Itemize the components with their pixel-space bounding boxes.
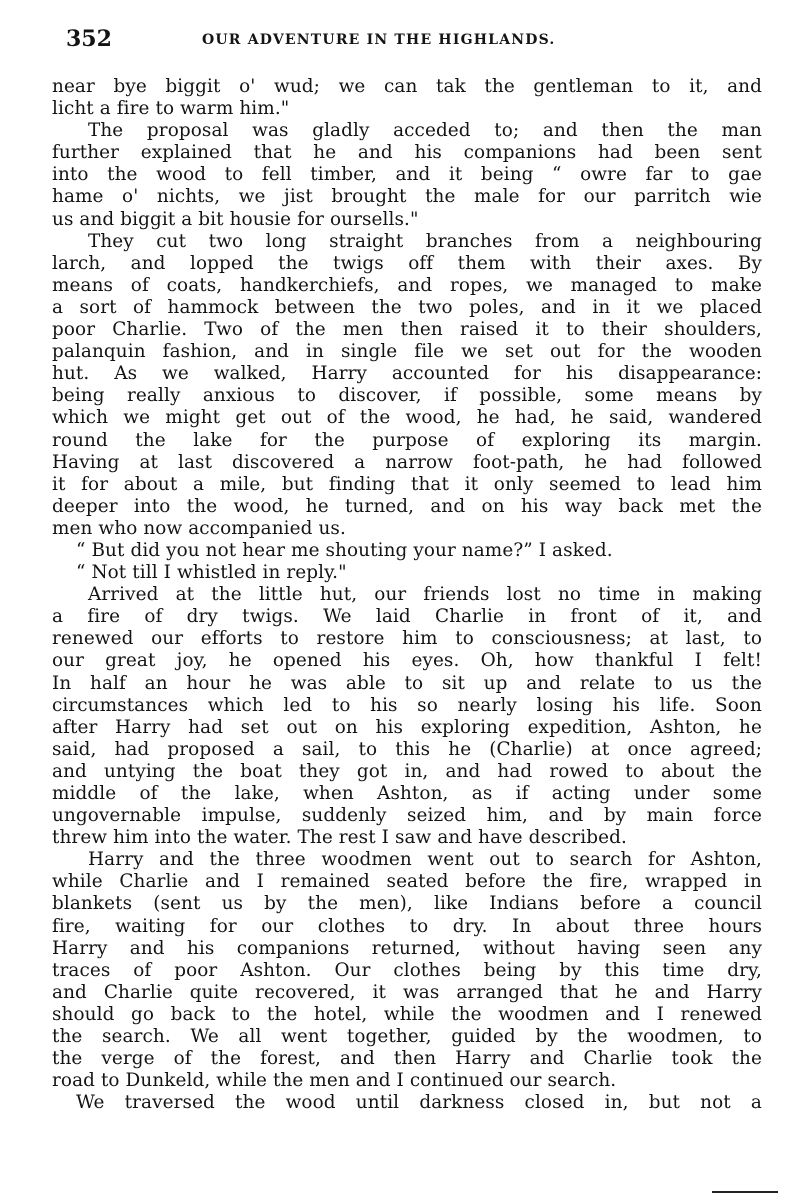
- text-line: “ Not till I whistled in reply.": [76, 562, 347, 584]
- text-line: the search. We all went together, guided by the woodmen, to: [52, 1026, 762, 1048]
- text-line: means of coats, handkerchiefs, and ropes, we managed to make: [52, 274, 762, 296]
- text-line: a fire of dry twigs. We laid Charlie in front of it, and: [52, 606, 762, 628]
- text-line: They cut two long straight branches from a neighbouring: [88, 230, 762, 252]
- text-line: Harry and the three woodmen went out to search for Ashton,: [88, 849, 762, 871]
- text-line: and Charlie quite recovered, it was arranged that he and Harry: [52, 981, 762, 1003]
- text-line: ungovernable impulse, suddenly seized him, and by main force: [52, 805, 762, 827]
- text-line: threw him into the water. The rest I saw and have described.: [52, 827, 627, 849]
- page-header: [52, 26, 762, 60]
- text-line: our great joy, he opened his eyes. Oh, how thankful I felt!: [52, 650, 762, 672]
- text-line: should go back to the hotel, while the woodmen and I renewed: [52, 1003, 762, 1025]
- text-line: it for about a mile, but finding that it only seemed to lead him: [52, 473, 762, 495]
- text-line: blankets (sent us by the men), like Indians before a council: [52, 893, 762, 915]
- text-line: renewed our efforts to restore him to consciousness; at last, to: [52, 628, 762, 650]
- text-line: traces of poor Ashton. Our clothes being by this time dry,: [52, 959, 762, 981]
- page-number: 352: [66, 26, 112, 52]
- text-line: hut. As we walked, Harry accounted for his disappearance:: [52, 363, 762, 385]
- text-line: the verge of the forest, and then Harry and Charlie took the: [52, 1048, 762, 1070]
- text-line: licht a fire to warm him.": [52, 98, 290, 120]
- text-line: Arrived at the little hut, our friends lost no time in making: [88, 584, 762, 606]
- text-line: further explained that he and his companions had been sent: [52, 142, 762, 164]
- text-line: palanquin fashion, and in single file we set out for the wooden: [52, 341, 762, 363]
- text-line: deeper into the wood, he turned, and on his way back met the: [52, 495, 762, 517]
- text-line: men who now accompanied us.: [52, 517, 346, 539]
- text-line: circumstances which led to his so nearly losing his life. Soon: [52, 694, 762, 716]
- text-line: near bye biggit o' wud; we can tak the gentleman to it, and: [52, 76, 762, 97]
- text-line: The proposal was gladly acceded to; and then the man: [88, 120, 762, 142]
- text-line: which we might get out of the wood, he had, he said, wandered: [52, 407, 762, 429]
- text-line: Having at last discovered a narrow foot-path, he had followed: [52, 451, 762, 473]
- text-line: while Charlie and I remained seated before the fire, wrapped in: [52, 871, 762, 893]
- running-title: OUR ADVENTURE IN THE HIGHLANDS.: [202, 32, 556, 48]
- text-line: In half an hour he was able to sit up and relate to us the: [52, 672, 762, 694]
- text-line: round the lake for the purpose of exploring its margin.: [52, 429, 762, 451]
- page-edge-rule: [712, 1191, 778, 1193]
- book-page: [52, 26, 762, 1114]
- text-line: fire, waiting for our clothes to dry. In about three hours: [52, 915, 762, 937]
- text-line: road to Dunkeld, while the men and I continued our search.: [52, 1070, 617, 1092]
- text-line: Harry and his companions returned, without having seen any: [52, 937, 762, 959]
- text-line: said, had proposed a sail, to this he (Charlie) at once agreed;: [52, 738, 762, 760]
- text-line: hame o' nichts, we jist brought the male for our parritch wie: [52, 186, 762, 208]
- body-text: [52, 76, 762, 1114]
- text-line: being really anxious to discover, if possible, some means by: [52, 385, 762, 407]
- text-line: us and biggit a bit housie for oursells.": [52, 208, 419, 230]
- text-line: poor Charlie. Two of the men then raised it to their shoulders,: [52, 319, 762, 341]
- text-line: into the wood to fell timber, and it being “ owre far to gae: [52, 164, 762, 186]
- text-line: We traversed the wood until darkness closed in, but not a: [76, 1092, 762, 1114]
- text-line: “ But did you not hear me shouting your name?” I asked.: [76, 539, 613, 561]
- text-line: a sort of hammock between the two poles, and in it we placed: [52, 296, 762, 318]
- text-line: larch, and lopped the twigs off them with their axes. By: [52, 252, 762, 274]
- text-line: middle of the lake, when Ashton, as if acting under some: [52, 783, 762, 804]
- text-line: and untying the boat they got in, and had rowed to about the: [52, 760, 762, 782]
- text-line: after Harry had set out on his exploring expedition, Ashton, he: [52, 716, 762, 738]
